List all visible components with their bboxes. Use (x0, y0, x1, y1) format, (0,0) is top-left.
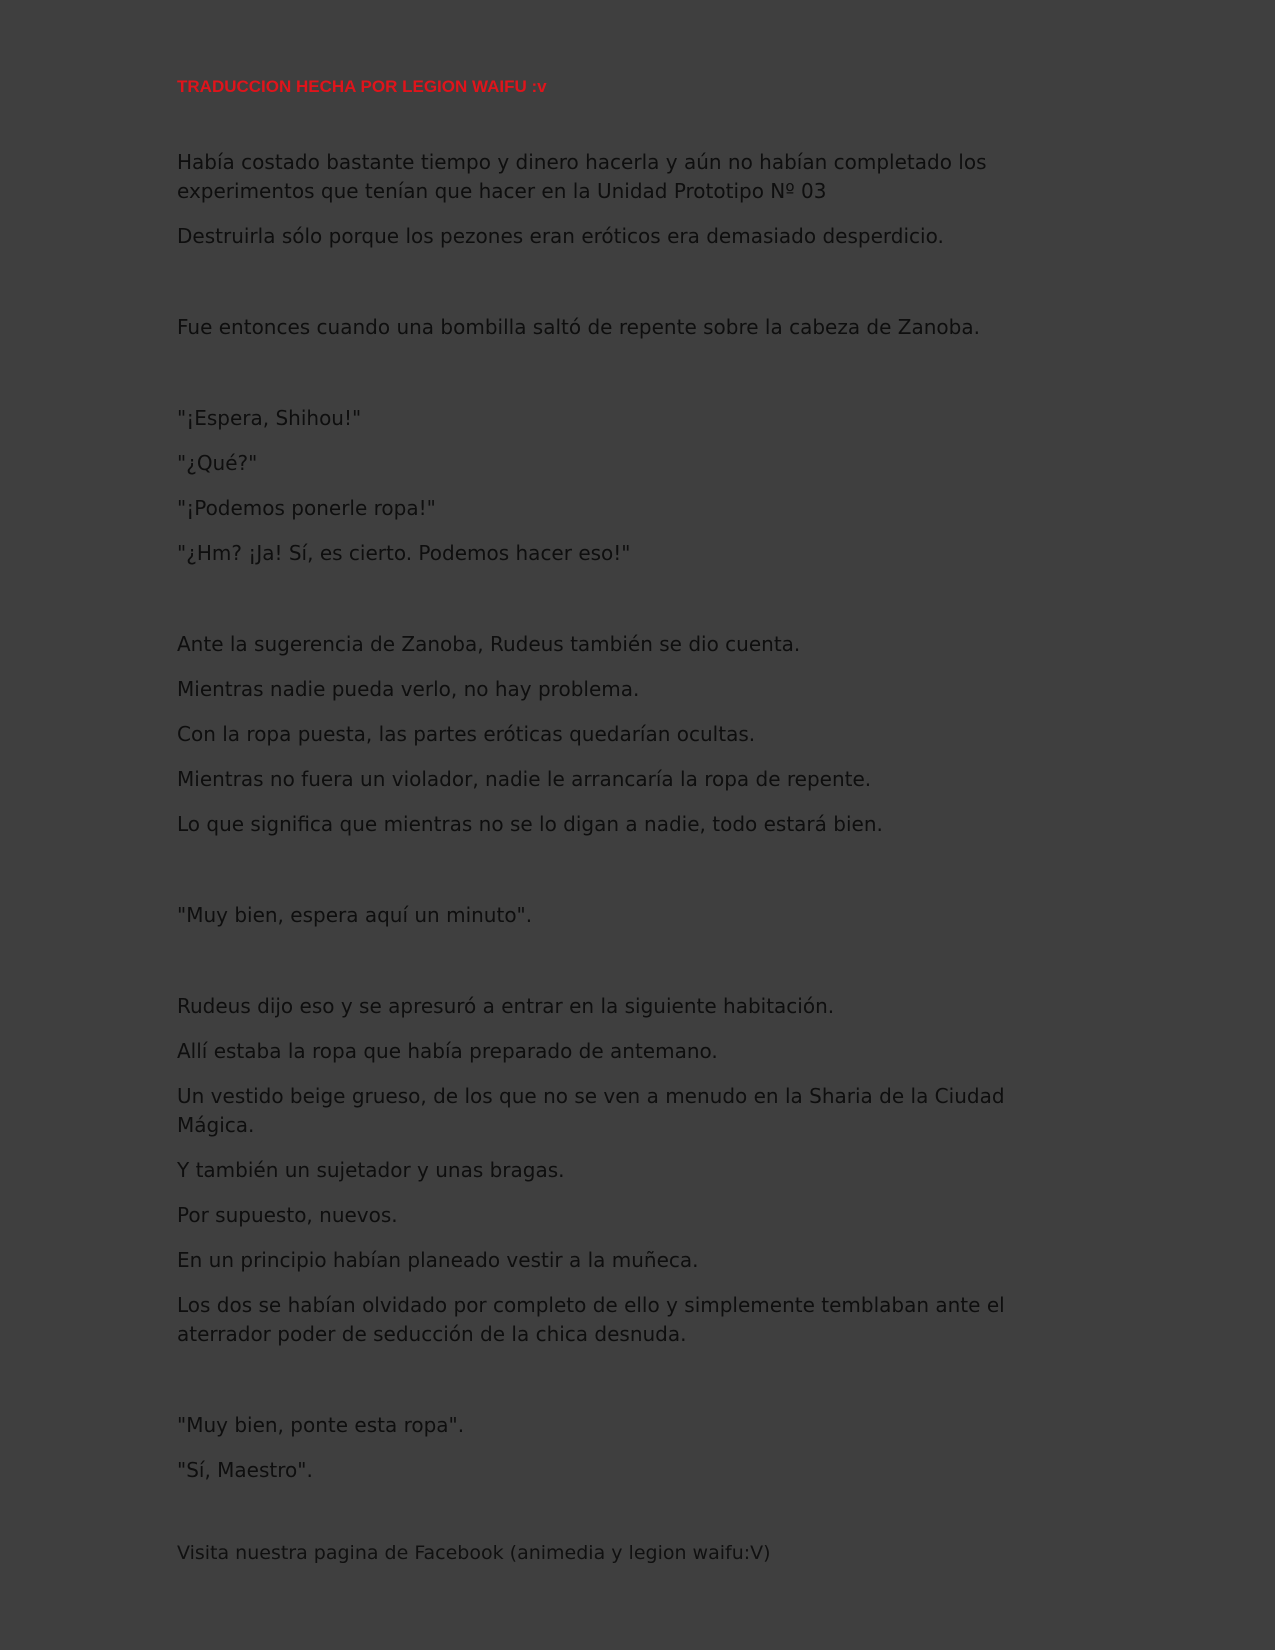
paragraph: Un vestido beige grueso, de los que no se ven a menudo en la Sharia de la Ciudad Mágica. (177, 1084, 1005, 1137)
paragraph-gap (177, 1365, 1057, 1411)
dialogue-line: "Muy bien, ponte esta ropa". (177, 1413, 465, 1437)
paragraph-gap (177, 855, 1057, 901)
dialogue-line: "¿Qué?" (177, 451, 258, 475)
dialogue-line: "Muy bien, espera aquí un minuto". (177, 903, 533, 927)
dialogue-line: "¿Hm? ¡Ja! Sí, es cierto. Podemos hacer eso!" (177, 541, 631, 565)
dialogue-line: "Sí, Maestro". (177, 1458, 313, 1482)
dialogue-line: "¡Espera, Shihou!" (177, 406, 362, 430)
paragraph-gap (177, 946, 1057, 992)
paragraph: Mientras no fuera un violador, nadie le arrancaría la ropa de repente. (177, 767, 872, 791)
paragraph: Y también un sujetador y unas bragas. (177, 1158, 565, 1182)
paragraph: Con la ropa puesta, las partes eróticas quedarían ocultas. (177, 722, 756, 746)
paragraph: Mientras nadie pueda verlo, no hay problema. (177, 677, 640, 701)
paragraph-gap (177, 584, 1057, 630)
paragraph: Fue entonces cuando una bombilla saltó de repente sobre la cabeza de Zanoba. (177, 315, 980, 339)
paragraph: Había costado bastante tiempo y dinero hacerla y aún no habían completado los experimentos que tenían que hacer en la Unidad Prototipo Nº 03 (177, 150, 987, 203)
paragraph: Los dos se habían olvidado por completo de ello y simplemente temblaban ante el aterrador poder de seducción de la chica desnuda. (177, 1293, 1005, 1346)
document-page (177, 72, 1057, 1567)
facebook-note: Visita nuestra pagina de Facebook (animedia y legion waifu:V) (177, 1542, 771, 1564)
paragraph-gap (177, 267, 1057, 313)
paragraph-gap (177, 358, 1057, 404)
paragraph: Lo que significa que mientras no se lo digan a nadie, todo estará bien. (177, 812, 883, 836)
paragraph: Por supuesto, nuevos. (177, 1203, 398, 1227)
paragraph: Destruirla sólo porque los pezones eran eróticos era demasiado desperdicio. (177, 224, 944, 248)
paragraph: Rudeus dijo eso y se apresuró a entrar en la siguiente habitación. (177, 994, 835, 1018)
paragraph: Allí estaba la ropa que había preparado de antemano. (177, 1039, 718, 1063)
translation-credit: TRADUCCION HECHA POR LEGION WAIFU :v (177, 77, 547, 96)
paragraph: Ante la sugerencia de Zanoba, Rudeus también se dio cuenta. (177, 632, 801, 656)
paragraph: En un principio habían planeado vestir a la muñeca. (177, 1248, 699, 1272)
dialogue-line: "¡Podemos ponerle ropa!" (177, 496, 436, 520)
